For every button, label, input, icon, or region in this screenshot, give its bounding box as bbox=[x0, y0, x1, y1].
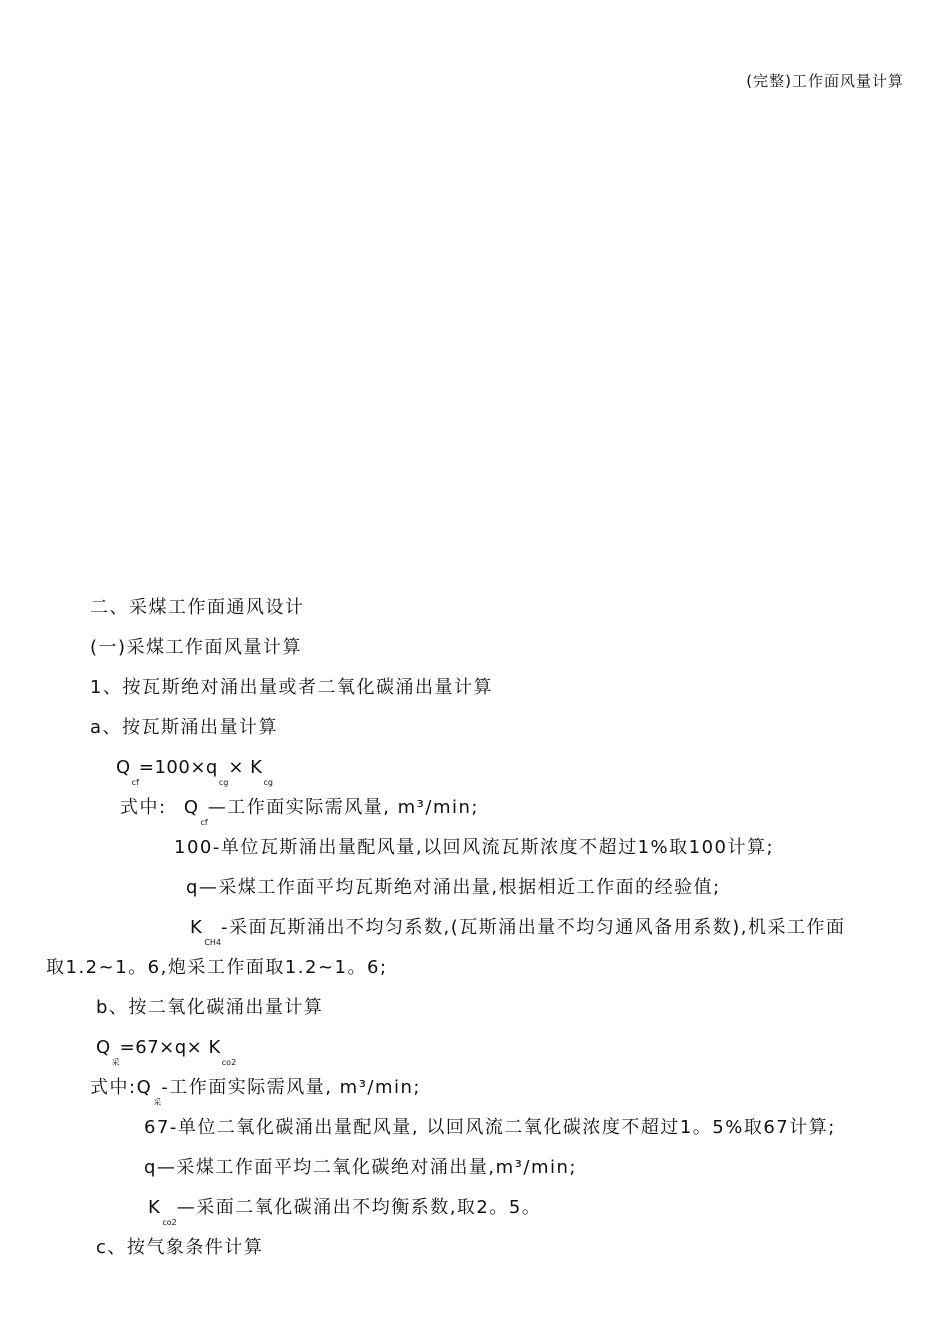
definition-a-3: q—采煤工作面平均瓦斯绝对涌出量,根据相近工作面的经验值; bbox=[186, 877, 721, 898]
definition-a-4-continuation: 取1.2~1。6,炮采工作面取1.2~1。6; bbox=[46, 957, 388, 978]
part-c-heading: c、按气象条件计算 bbox=[96, 1237, 264, 1258]
definition-b-1 bbox=[90, 1076, 421, 1107]
formula-a bbox=[116, 756, 273, 787]
formula-a-middle-2: × K bbox=[228, 757, 263, 778]
definition-b-1-text: -工作面实际需风量, m³/min; bbox=[161, 1077, 421, 1098]
definition-b-4-symbol: K bbox=[148, 1197, 162, 1218]
definition-a-4-text: -采面瓦斯涌出不均匀系数,(瓦斯涌出量不均匀通风备用系数),机采工作面 bbox=[221, 917, 846, 938]
definition-a-2: 100-单位瓦斯涌出量配风量,以回风流瓦斯浓度不超过1%取100计算; bbox=[174, 837, 775, 858]
definition-b-1-subscript: 采 bbox=[153, 1098, 162, 1107]
formula-a-subscript-1: cf bbox=[131, 778, 139, 787]
document-header-title: (完整)工作面风量计算 bbox=[746, 72, 904, 90]
formula-a-middle-1: =100×q bbox=[138, 757, 218, 778]
definition-b-4-text: —采面二氧化碳涌出不均衡系数,取2。5。 bbox=[176, 1197, 542, 1218]
part-a-heading: a、按瓦斯涌出量计算 bbox=[90, 717, 279, 738]
formula-a-symbol: Q bbox=[116, 757, 131, 778]
definition-a-1-subscript: cf bbox=[200, 818, 208, 827]
definition-b-3: q—采煤工作面平均二氧化碳绝对涌出量,m³/min; bbox=[144, 1157, 577, 1178]
formula-b-subscript-1: 采 bbox=[111, 1058, 120, 1067]
definition-a-4 bbox=[190, 916, 846, 947]
formula-b-subscript-2: co2 bbox=[221, 1058, 237, 1067]
section-heading: 二、采煤工作面通风设计 bbox=[90, 597, 305, 618]
definition-b-4-subscript: co2 bbox=[162, 1218, 177, 1227]
formula-b-middle: =67×q× K bbox=[119, 1037, 221, 1058]
subsection-heading: (一)采煤工作面风量计算 bbox=[90, 637, 303, 658]
item-1-heading: 1、按瓦斯绝对涌出量或者二氧化碳涌出量计算 bbox=[90, 677, 493, 698]
part-b-heading: b、按二氧化碳涌出量计算 bbox=[96, 997, 324, 1018]
formula-a-subscript-2: cg bbox=[218, 778, 229, 787]
definition-b-1-label: 式中:Q bbox=[90, 1077, 153, 1098]
formula-b-symbol: Q bbox=[96, 1037, 111, 1058]
formula-a-subscript-3: cg bbox=[263, 778, 273, 787]
definition-b-2: 67-单位二氧化碳涌出量配风量, 以回风流二氧化碳浓度不超过1。5%取67计算; bbox=[144, 1117, 836, 1138]
definition-a-4-subscript: CH4 bbox=[204, 938, 222, 947]
definition-a-1 bbox=[120, 796, 479, 827]
definition-a-4-symbol: K bbox=[190, 917, 204, 938]
formula-b bbox=[96, 1036, 237, 1067]
definition-b-4 bbox=[148, 1196, 542, 1227]
definition-a-1-symbol: Q bbox=[183, 797, 200, 818]
where-label: 式中: bbox=[120, 797, 167, 818]
definition-a-1-text: —工作面实际需风量, m³/min; bbox=[207, 797, 479, 818]
